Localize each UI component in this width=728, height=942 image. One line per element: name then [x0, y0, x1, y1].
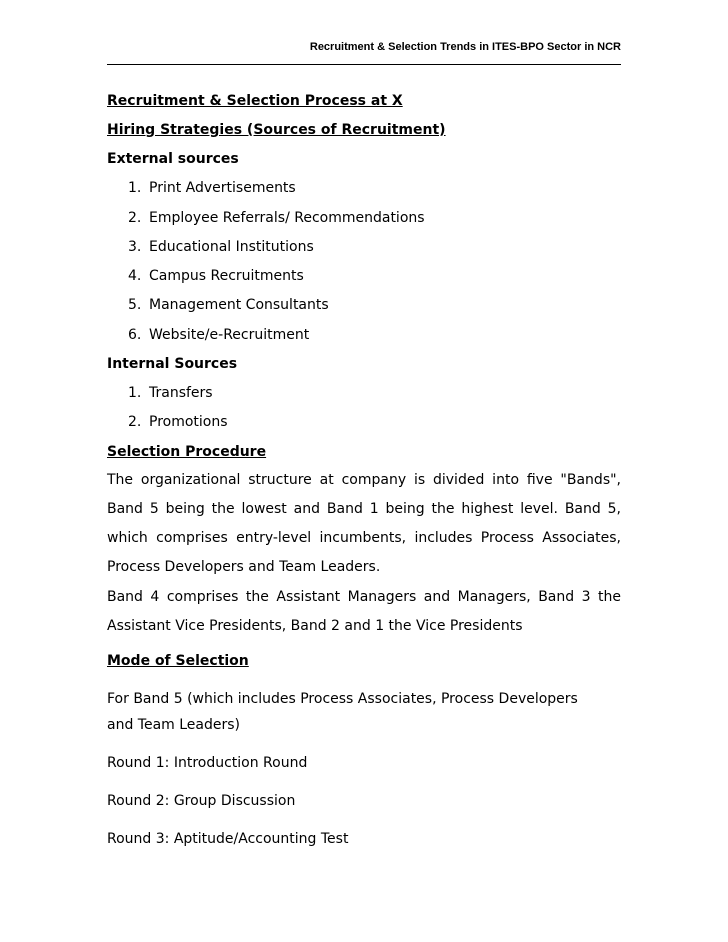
list-item-number: 2.: [128, 414, 142, 430]
list-item-number: 3.: [128, 239, 142, 255]
running-header: Recruitment & Selection Trends in ITES-BPO Sector in NCR: [309, 41, 621, 53]
list-item-text: Website/e-Recruitment: [149, 327, 310, 343]
band5-intro-line: For Band 5 (which includes Process Associates, Process Developers: [107, 691, 578, 707]
list-item: [128, 413, 228, 431]
round-item: Round 1: Introduction Round: [107, 755, 308, 771]
round-item: Round 2: Group Discussion: [107, 793, 296, 809]
list-item-text: Educational Institutions: [149, 239, 314, 255]
list-item-number: 1.: [128, 385, 142, 401]
list-item: [128, 179, 296, 197]
list-item: [128, 267, 304, 285]
list-item: [128, 296, 329, 314]
selection-paragraph-2: [107, 583, 621, 641]
mode-of-selection-heading: Mode of Selection: [107, 653, 249, 669]
list-item-number: 4.: [128, 268, 142, 284]
paragraph-line: The organizational structure at company is divided into five "Bands",: [107, 472, 621, 488]
band5-intro-line: and Team Leaders): [107, 717, 240, 733]
list-item: [128, 209, 425, 227]
list-item-text: Promotions: [149, 414, 228, 430]
header-rule: [107, 64, 621, 65]
selection-paragraph-1: [107, 466, 621, 582]
paragraph-line: Band 5 being the lowest and Band 1 being the highest level. Band 5,: [107, 501, 621, 517]
list-item-number: 2.: [128, 210, 142, 226]
paragraph-line: Assistant Vice Presidents, Band 2 and 1 the Vice Presidents: [107, 618, 523, 634]
paragraph-line: Band 4 comprises the Assistant Managers and Managers, Band 3 the: [107, 589, 621, 605]
list-item-text: Employee Referrals/ Recommendations: [149, 210, 425, 226]
list-item-number: 6.: [128, 327, 142, 343]
list-item-text: Management Consultants: [149, 297, 329, 313]
list-item: [128, 326, 309, 344]
paragraph-line: Process Developers and Team Leaders.: [107, 559, 381, 575]
list-item-text: Print Advertisements: [149, 180, 296, 196]
round-item: Round 3: Aptitude/Accounting Test: [107, 831, 349, 847]
list-item-text: Campus Recruitments: [149, 268, 304, 284]
list-item-text: Transfers: [149, 385, 213, 401]
internal-sources-heading: Internal Sources: [107, 356, 238, 372]
list-item: [128, 238, 314, 256]
list-item-number: 1.: [128, 180, 142, 196]
list-item-number: 5.: [128, 297, 142, 313]
section-title: Recruitment & Selection Process at X: [107, 93, 403, 109]
selection-procedure-heading: Selection Procedure: [107, 444, 267, 460]
paragraph-line: which comprises entry-level incumbents, includes Process Associates,: [107, 530, 621, 546]
hiring-strategies-heading: Hiring Strategies (Sources of Recruitment): [107, 122, 446, 138]
external-sources-heading: External sources: [107, 151, 239, 167]
list-item: [128, 384, 213, 402]
